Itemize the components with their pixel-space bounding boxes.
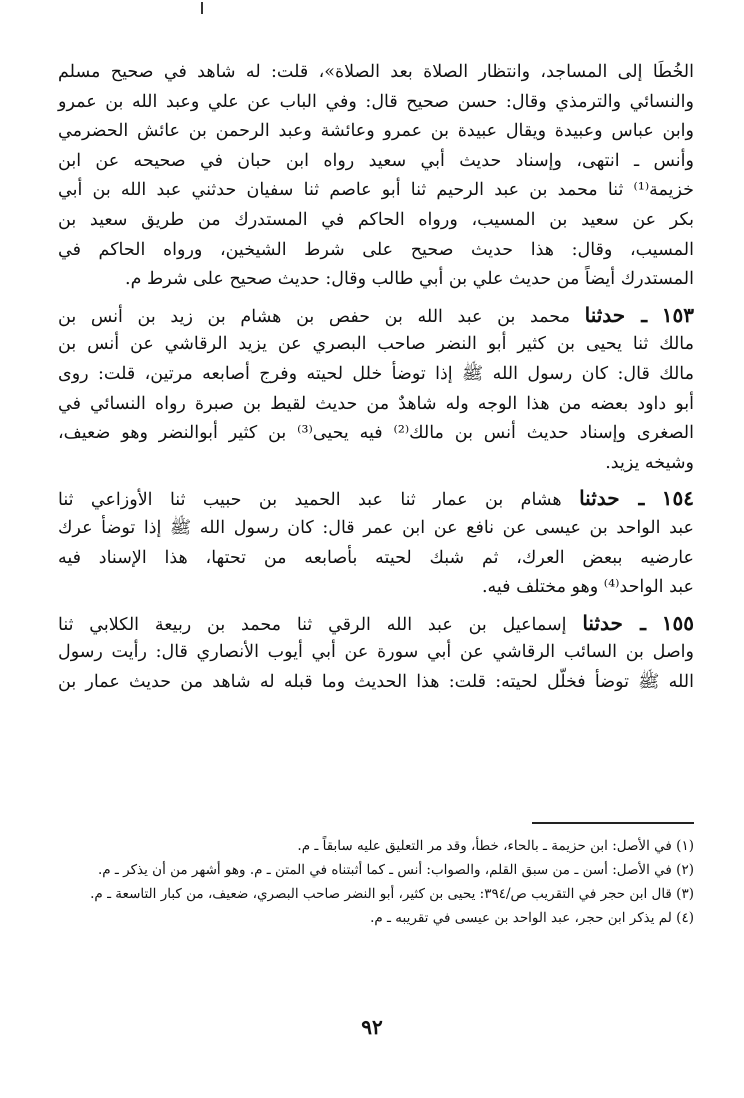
text-line: الصغرى وإسناد حديث أنس بن مالك⁽²⁾ فيه يحيى⁽³⁾ بن كثير أبوالنضر وهو ضعيف، <box>58 423 694 444</box>
footnote-4: (٤) لم يذكر ابن حجر، عبد الواحد بن عيسى في تقريبه ـ م. <box>370 910 694 926</box>
hadith-heading-line <box>58 301 694 331</box>
hadith-first-line: هشام بن عمار ثنا عبد الحميد بن حبيب ثنا الأوزاعي ثنا <box>58 490 562 511</box>
text-line: خزيمة⁽¹⁾ ثنا محمد بن عبد الرحيم ثنا أبو عاصم ثنا سفيان حدثني عبد الله بن أبي <box>58 180 694 201</box>
paragraph-intro <box>58 58 694 295</box>
text-line: عارضيه ببعض العرك، ثم شبك لحيته بأصابعه من تحتها، هذا الإسناد فيه <box>58 547 694 568</box>
text-line: بكر عن سعيد بن المسيب، ورواه الحاكم في المستدرك من طريق سعيد بن <box>58 209 694 230</box>
hadith-keyword: ـ حدثنا <box>584 302 648 327</box>
hadith-keyword: ـ حدثنا <box>582 610 646 635</box>
hadith-first-line: محمد بن عبد الله بن حفص بن هشام بن زيد بن أنس بن <box>58 306 570 327</box>
hadith-number: ١٥٥ <box>661 610 694 635</box>
hadith-heading-line <box>58 484 694 514</box>
hadith-first-line: إسماعيل بن عبد الله الرقي ثنا محمد بن ربيعة الكلابي ثنا <box>58 614 567 635</box>
footnote-2: (٢) في الأصل: أسن ـ من سبق القلم، والصواب: أنس ـ كما أثبتناه في المتن ـ م. وهو أشهر من أن يذكر ـ م. <box>97 862 694 878</box>
text-line: عبد الواحد⁽⁴⁾ وهو مختلف فيه. <box>481 577 694 598</box>
main-text <box>58 58 694 703</box>
text-line: وابن عباس وعبيدة ويقال عبيدة بن عمرو وعائشة وعبد الرحمن بن عائش الحضرمي <box>58 121 694 142</box>
text-line: وشيخه يزيد. <box>605 452 694 473</box>
text-line: والنسائي والترمذي وقال: حسن صحيح قال: وفي الباب عن علي وعبد الله بن عمرو <box>58 91 694 112</box>
text-line: المسيب، وقال: هذا حديث صحيح على شرط الشيخين، ورواه الحاكم في <box>58 239 694 260</box>
text-line: وأنس ـ انتهى، وإسناد حديث أبي سعيد رواه ابن حبان في صحيحه عن ابن <box>58 150 694 171</box>
text-line: الله ﷺ توضأ فخلّل لحيته: قلت: هذا الحديث وما قبله له شاهد من حديث عمار بن <box>58 671 694 692</box>
footnote-1: (١) في الأصل: ابن حزيمة ـ بالحاء، خطأ، وقد مر التعليق عليه سابقاً ـ م. <box>297 838 694 854</box>
hadith-number: ١٥٤ <box>661 486 694 511</box>
footnote-3: (٣) قال ابن حجر في التقريب ص/٣٩٤: يحيى بن كثير، أبو النضر صاحب البصري، ضعيف، من كبار التاسعة ـ م. <box>90 886 694 902</box>
text-line: مالك ثنا يحيى بن كثير أبو النضر صاحب البصري عن يزيد الرقاشي عن أنس بن <box>58 334 694 355</box>
text-line: أبو داود بعضه من هذا الوجه وله شاهدٌ من حديث لقيط بن صبرة رواه النسائي في <box>58 393 694 414</box>
footnote-divider <box>532 822 694 824</box>
hadith-153 <box>58 301 694 479</box>
hadith-number: ١٥٣ <box>661 302 694 327</box>
text-line: الخُطَا إلى المساجد، وانتظار الصلاة بعد الصلاة»، قلت: له شاهد في صحيح مسلم <box>58 62 694 82</box>
hadith-155 <box>58 609 694 698</box>
text-line: المستدرك أيضاً من حديث علي بن أبي طالب وقال: حديث صحيح على شرط م. <box>125 269 694 290</box>
hadith-heading-line <box>58 609 694 639</box>
hadith-keyword: ـ حدثنا <box>579 486 645 511</box>
hadith-154 <box>58 484 694 602</box>
text-line: عبد الواحد بن عيسى عن نافع عن ابن عمر قال: كان رسول الله ﷺ إذا توضأ عرك <box>58 517 694 538</box>
text-line: مالك قال: كان رسول الله ﷺ إذا توضأ خلل لحيته وفرج أصابعه مرتين، قلت: روى <box>58 363 694 384</box>
footnotes <box>58 834 694 930</box>
page-edge-mark <box>201 2 203 14</box>
page-number: ٩٢ <box>361 1015 383 1039</box>
text-line: واصل بن السائب الرقاشي عن أبي سورة عن أبي أيوب الأنصاري قال: رأيت رسول <box>58 642 694 663</box>
